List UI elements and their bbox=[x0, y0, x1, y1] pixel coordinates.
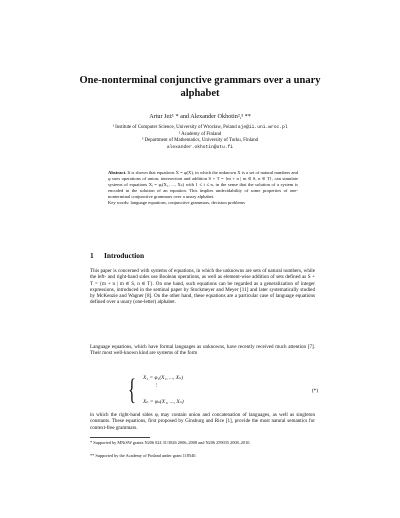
equation-line-1: X₁ = φ₁(X₁, ..., Xₙ) bbox=[143, 375, 184, 381]
affiliation-1-email: aje@ii.uni.wroc.pl bbox=[237, 125, 288, 130]
paragraph-2: Language equations, which have formal languages as unknowns, have recently received much attention [7]. Their most well-known kind are systems of the form bbox=[90, 344, 315, 357]
equation-system bbox=[128, 372, 318, 410]
affiliation-3: ³ Department of Mathematics, University of Turku, Finland bbox=[141, 138, 259, 144]
section-heading bbox=[90, 251, 320, 260]
affiliation-1-text: ¹ Institute of Computer Science, University of Wrocław, Poland bbox=[112, 125, 237, 130]
paragraph-1: This paper is concerned with systems of equations, in which the unknowns are sets of natural numbers, while the left- and right-hand sides use Boolean operations, as well as element-wise addition of sets defined as S + T = {m + n | m ∈ S, n ∈ T}. On one hand, such equations can be regarded as a generalization of integer expressions, introduced in the seminal paper by Stockmeyer and Meyer [11] and later systematically studied by McKenzie and Wagner [8]. On the other hand, these equations are a particular case of language equations defined over a unary (one-letter) alphabet. bbox=[90, 268, 315, 306]
author-line: Artur Jeż¹ * and Alexander Okhotin²,³ ** bbox=[149, 113, 251, 120]
equation-dots: ⋮ bbox=[154, 383, 160, 389]
footnote-2: ** Supported by the Academy of Finland under grant 118540. bbox=[90, 453, 197, 458]
abstract-label: Abstract. bbox=[108, 170, 127, 175]
equation-line-n: Xₙ = φₙ(X₁, ..., Xₙ) bbox=[143, 399, 184, 405]
keywords: Key words: language equations, conjunctive grammars, decision problems bbox=[108, 199, 245, 205]
abstract-text: It is shown that equations X = φ(X), in which the unknown X is a set of natural numbers and φ uses operations of union, intersection and addition S + T = {m + n | m ∈ S, n ∈ T}, can simulate systems of equations Xᵢ = φᵢ(X₁, ..., Xₙ) with 1 ≤ i ≤ n, in the sense that the solution of a system is encoded in the solution of an equation. This implies undecidability of some properties of one-nonterminal conjunctive grammars over a unary alphabet. bbox=[108, 170, 298, 199]
affiliation-1 bbox=[60, 125, 340, 132]
footnote-1: * Supported by MNiSW grants N206 024 31/3826 2006–2008 and N206 259035 2008–2010. bbox=[90, 440, 251, 445]
affiliation-2: ² Academy of Finland bbox=[178, 131, 222, 137]
section-number: 1 bbox=[90, 251, 94, 260]
left-brace: { bbox=[128, 373, 136, 406]
abstract bbox=[108, 170, 298, 205]
paragraph-3: in which the right-hand sides φᵢ may contain union and concatenation of languages, as well as singleton constants. These equations, first proposed by Ginsburg and Rice [1], provide the most natural semantics for context-free grammars. bbox=[90, 412, 315, 431]
paper-title: One-nonterminal conjunctive grammars over a unary alphabet bbox=[79, 75, 321, 99]
equation-tag: (*) bbox=[311, 388, 318, 394]
affiliation-3-email: alexander.okhotin@utu.fi bbox=[166, 144, 234, 150]
section-title: Introduction bbox=[104, 251, 145, 260]
affiliations bbox=[60, 125, 340, 151]
footnote-rule bbox=[90, 437, 150, 438]
